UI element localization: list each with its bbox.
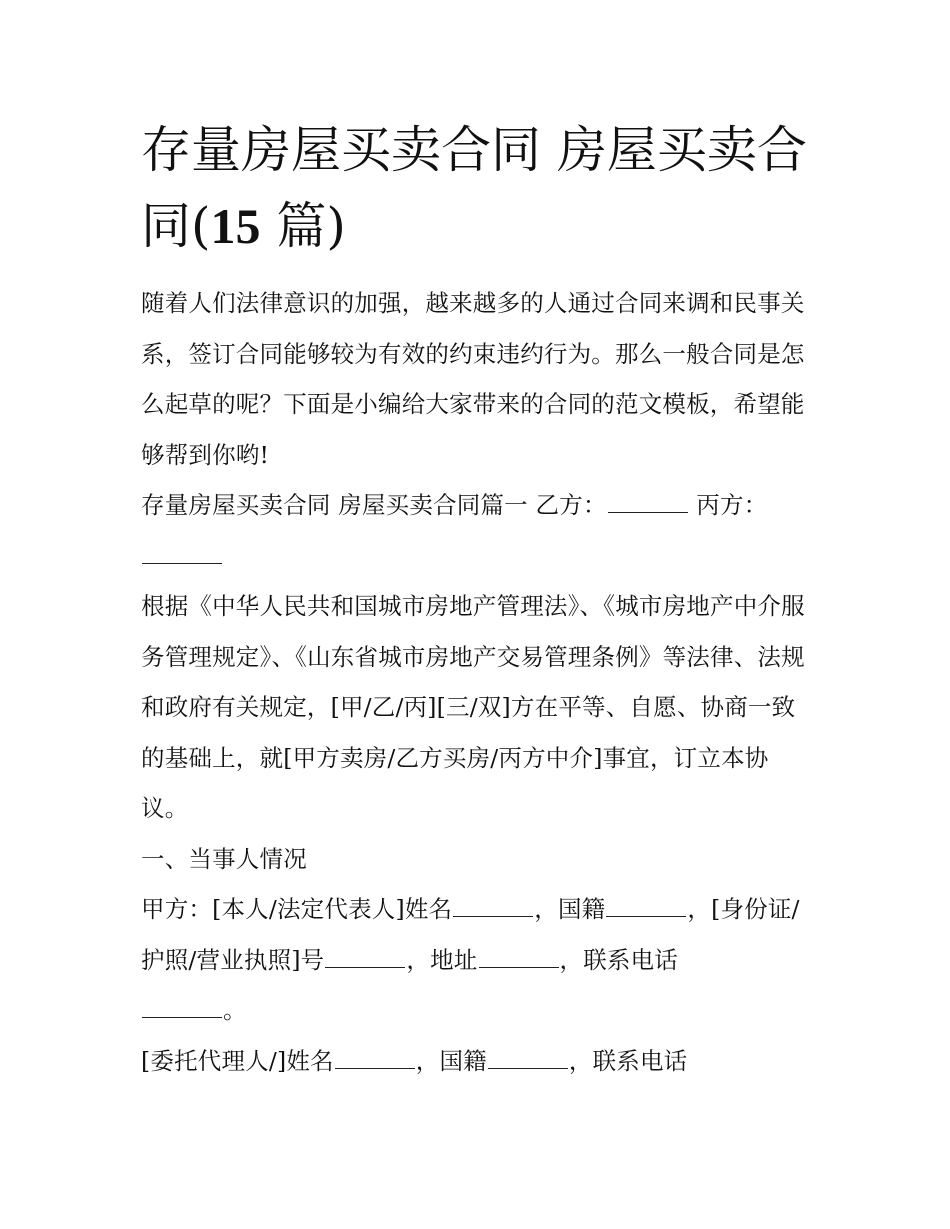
blank-line (142, 997, 222, 1018)
party-a-text-5: ，联系电话 (559, 945, 678, 974)
party-a-text-1: 甲方：[本人/法定代表人]姓名 (141, 895, 453, 923)
party-a-paragraph (141, 884, 813, 1036)
party-a-text-4: ，地址 (406, 945, 478, 974)
section1-heading-text: 存量房屋买卖合同 房屋买卖合同篇一 乙方： (141, 491, 607, 519)
blank-line (488, 1048, 568, 1069)
party-a-text-2: ，国籍 (534, 895, 606, 923)
agent-text-2: ，国籍 (415, 1046, 487, 1075)
party-a-end: 。 (223, 996, 247, 1024)
blank-line (606, 896, 686, 917)
agent-text-1: [委托代理人/]姓名 (141, 1046, 334, 1075)
blank-line (453, 896, 533, 917)
blank-line (325, 947, 405, 968)
document-page (141, 112, 813, 1086)
intro-paragraph: 随着人们法律意识的加强，越来越多的人通过合同来调和民事关系，签订合同能够较为有效的约束违约行为。那么一般合同是怎么起草的呢？下面是小编给大家带来的合同的范文模板，希望能够帮到你哟! (141, 289, 805, 469)
document-title (141, 112, 813, 264)
section1-heading (141, 480, 813, 581)
blank-line (142, 543, 222, 564)
basis-paragraph: 根据《中华人民共和国城市房地产管理法》、《城市房地产中介服务管理规定》、《山东省城市房地产交易管理条例》等法律、法规和政府有关规定，[甲/乙/丙][三/双]方在平等、自愿、协商一致的基础上，就[甲方卖房/乙方买房/丙方中介]事宜，订立本协议。 (141, 592, 805, 822)
title-text-part1: 存量房屋买卖合同 房屋买卖合同( (141, 121, 807, 255)
blank-line (335, 1048, 415, 1069)
title-text-part2: 篇) (260, 197, 346, 255)
party-a-text-3: ，[身份证/护照/营业执照]号 (141, 895, 800, 974)
blank-line (608, 492, 688, 513)
agent-paragraph (141, 1036, 813, 1087)
blank-line (479, 947, 559, 968)
title-number: 15 (210, 198, 261, 254)
section1-heading-text-2: 丙方： (688, 491, 768, 519)
agent-text-3: ，联系电话 (568, 1046, 688, 1075)
party-heading: 一、当事人情况 (141, 844, 307, 873)
